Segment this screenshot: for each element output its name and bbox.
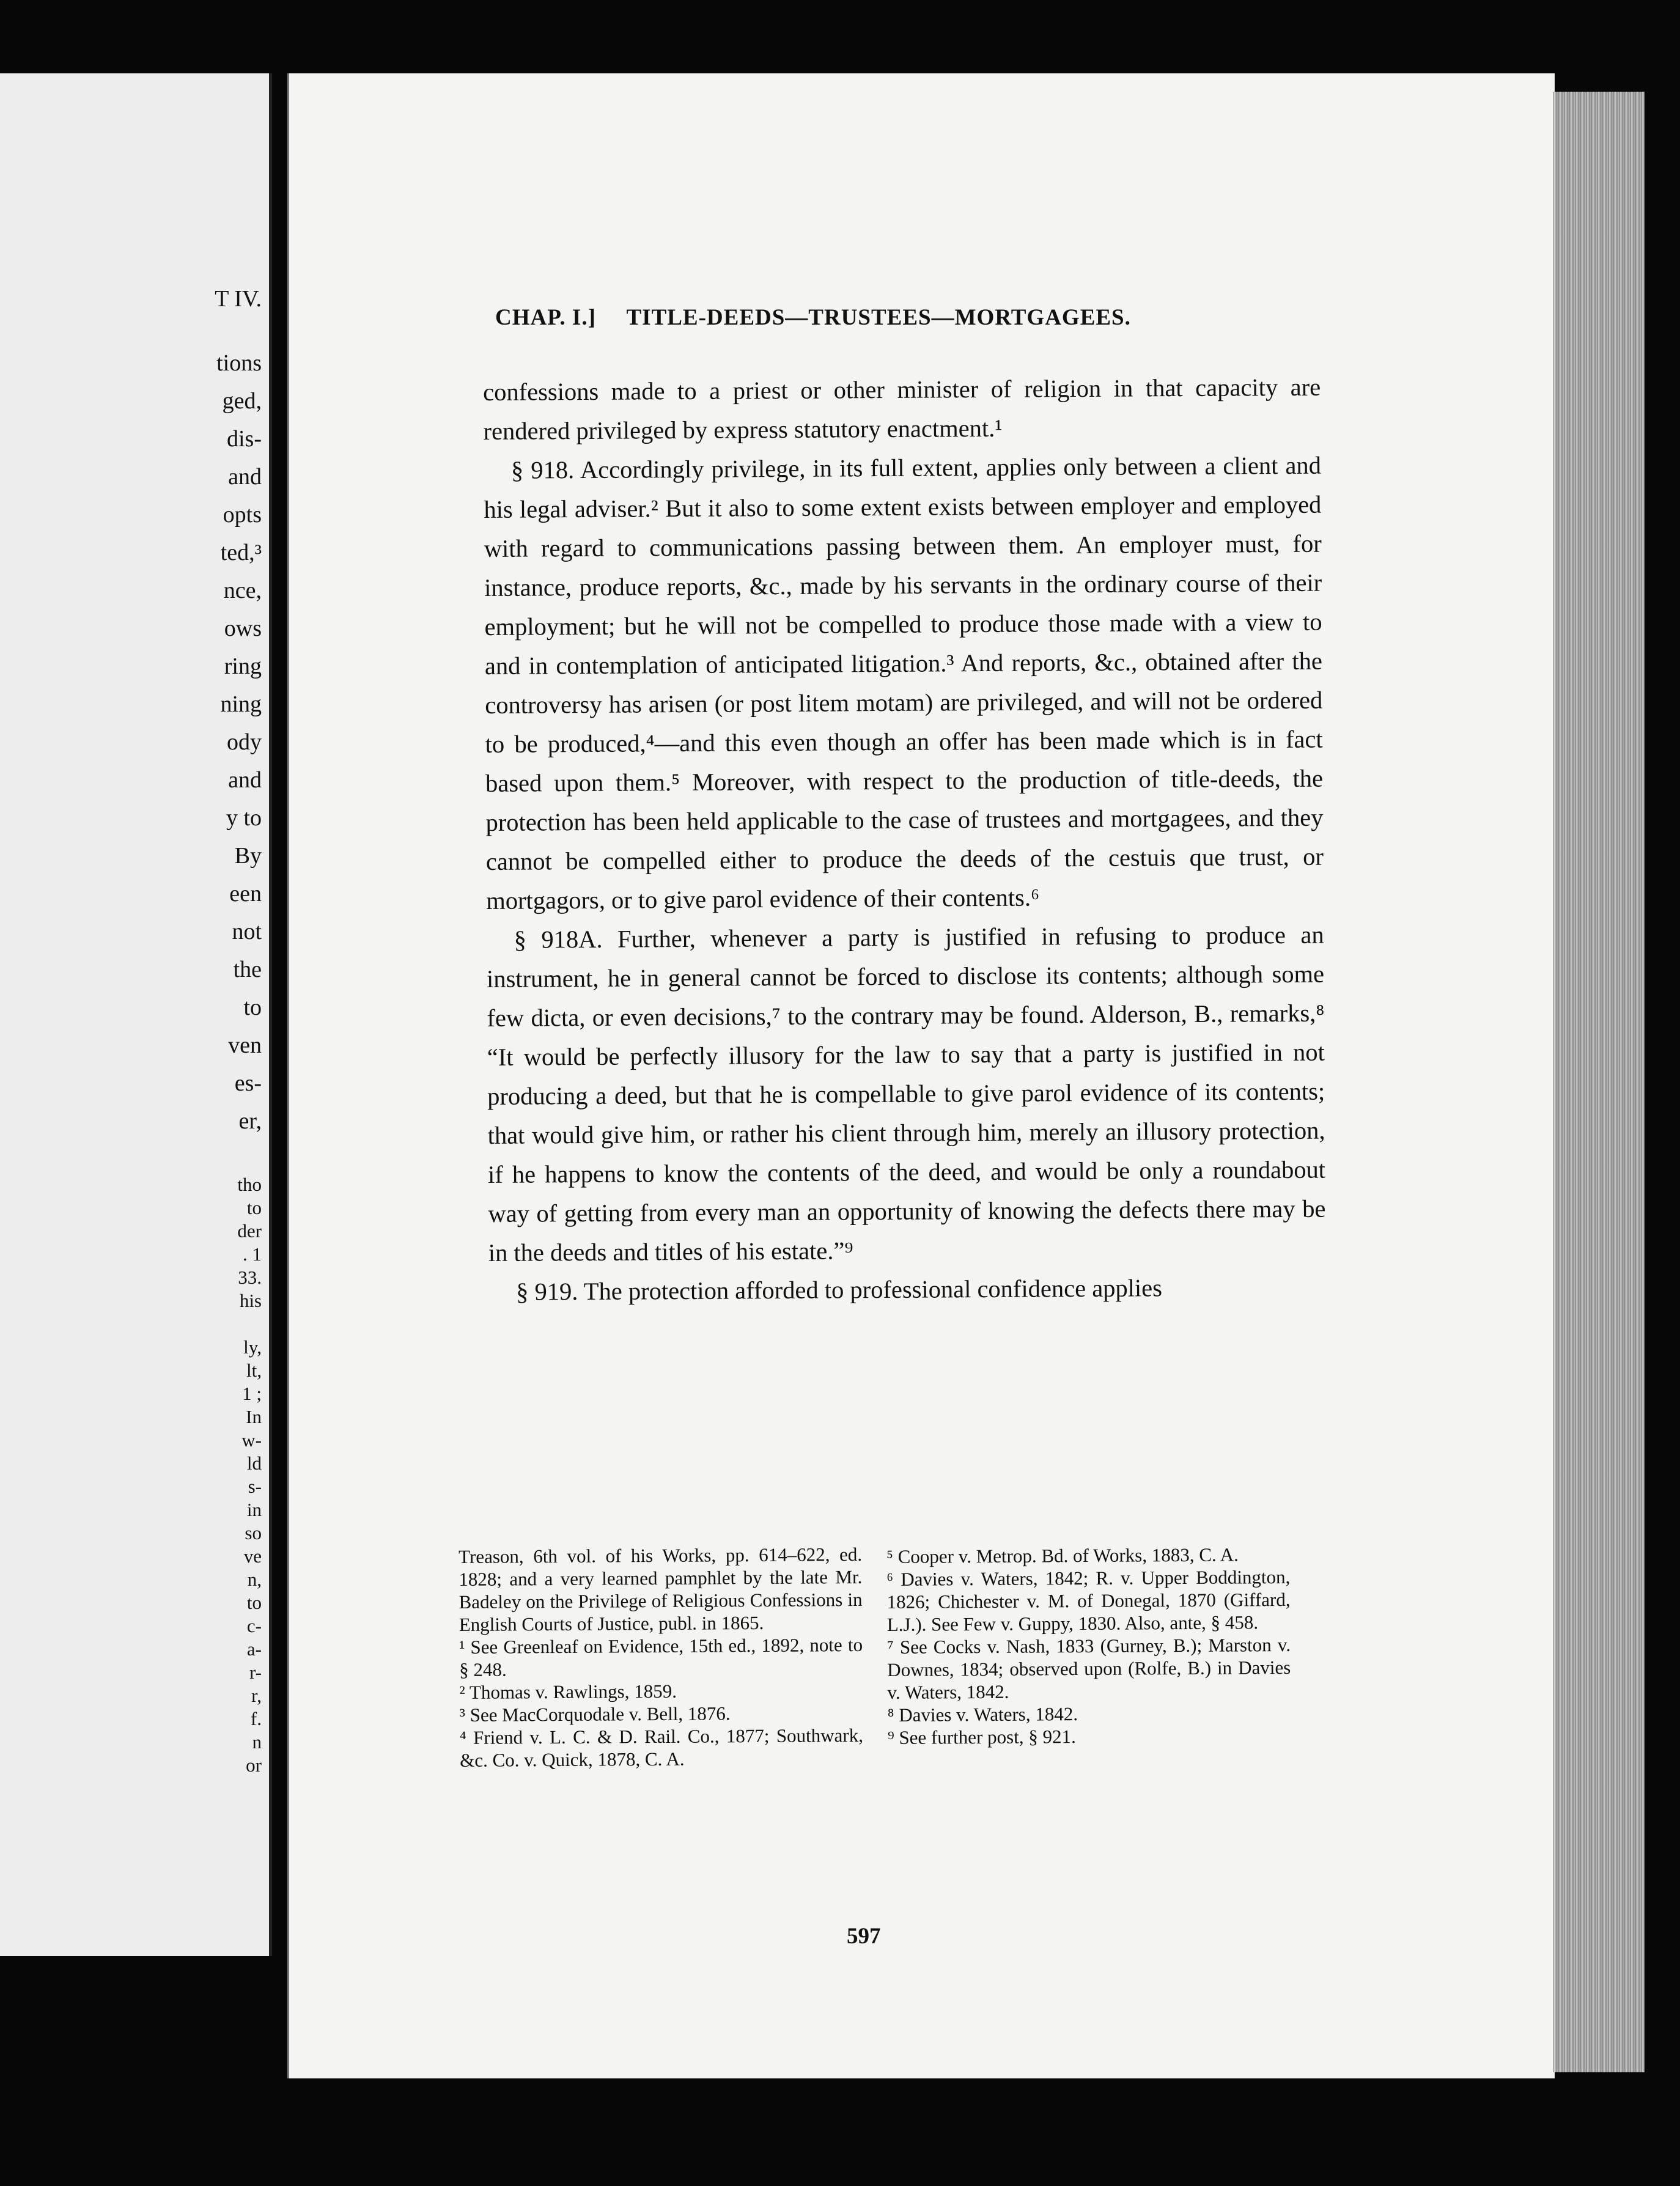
facing-page-line: ring: [224, 653, 262, 679]
facing-page-line: f.: [250, 1708, 262, 1729]
facing-page: [0, 73, 272, 1956]
body-text: [483, 368, 1326, 1312]
facing-page-line: opts: [223, 502, 262, 528]
facing-page-line: ody: [227, 729, 262, 755]
facing-page-line: the: [233, 957, 262, 982]
facing-page-line: . 1: [243, 1243, 262, 1265]
paragraph-918a: § 918A. Further, whenever a party is justified in refusing to produce an instrument, he in general cannot be forced to disclose its contents; although some few dicta, or even decisions,⁷ to the contrary may be found. Alderson, B., remarks,⁸ “It would be perfectly illusory for the law to say that a party is justified in not producing a deed, but that he is compellable to give parol evidence of its contents; that would give him, or rather his client through him, merely an illusory protection, if he happens to know the contents of the deed, and would be only a roundabout way of getting from every man an opportunity of knowing the defects there may be in the deeds and titles of his estate.”⁹: [486, 921, 1326, 1267]
facing-page-line: his: [239, 1290, 262, 1311]
facing-page-line: to: [246, 1197, 262, 1218]
facing-page-line: ning: [220, 691, 262, 717]
facing-page-line: r,: [251, 1685, 262, 1706]
facing-page-line: w-: [241, 1429, 262, 1451]
footnote: ⁷ See Cocks v. Nash, 1833 (Gurney, B.); Marston v. Downes, 1834; observed upon (Rolfe, B.) in Davies v. Waters, 1842.: [886, 1633, 1291, 1703]
facing-page-line: ld: [246, 1452, 262, 1474]
facing-page-line: ven: [228, 1032, 262, 1058]
facing-page-line: In: [246, 1406, 262, 1427]
facing-page-line: r-: [249, 1662, 262, 1683]
facing-page-line: nce,: [223, 578, 262, 603]
facing-page-line: der: [237, 1220, 262, 1242]
facing-page-line: tions: [216, 350, 262, 376]
facing-page-line: n,: [247, 1569, 262, 1590]
footnote: ⁶ Davies v. Waters, 1842; R. v. Upper Boddington, 1826; Chichester v. M. of Donegal, 1870 (Giffard, L.J.). See Few v. Guppy, 1830. Also, ante, § 458.: [886, 1566, 1291, 1635]
facing-page-line: ve: [243, 1545, 262, 1567]
facing-page-line: es-: [234, 1070, 262, 1096]
facing-page-line: s-: [248, 1476, 262, 1497]
facing-page-line: By: [234, 843, 262, 869]
footnote: ⁸ Davies v. Waters, 1842.: [887, 1703, 1078, 1726]
facing-page-line: and: [228, 464, 262, 490]
facing-page-line: 1 ;: [242, 1383, 262, 1404]
facing-page-line: or: [246, 1754, 262, 1776]
facing-page-line: er,: [238, 1108, 262, 1134]
footnote: ⁹ See further post, § 921.: [887, 1726, 1076, 1748]
chapter-label: CHAP. I.]: [495, 305, 596, 330]
running-head: [495, 304, 1204, 331]
footnote: ³ See MacCorquodale v. Bell, 1876.: [459, 1702, 731, 1726]
facing-page-line: T IV.: [215, 286, 262, 312]
facing-page-line: 33.: [238, 1267, 262, 1288]
facing-page-line: lt,: [246, 1360, 262, 1381]
footnotes-right: [886, 1543, 1291, 1749]
facing-page-line: ows: [224, 616, 262, 641]
footnote: Treason, 6th vol. of his Works, pp. 614–622, ed. 1828; and a very learned pamphlet by the late Mr. Badeley on the Privilege of Religious Confessions in English Courts of Justice, publ. in 1865.: [459, 1543, 863, 1635]
facing-page-line: ged,: [222, 388, 262, 414]
footnote: ⁵ Cooper v. Metrop. Bd. of Works, 1883, C. A.: [886, 1544, 1239, 1567]
facing-page-line: to: [246, 1592, 262, 1613]
footnote: ¹ See Greenleaf on Evidence, 15th ed., 1892, note to § 248.: [459, 1633, 863, 1680]
facing-page-line: y to: [226, 805, 262, 831]
paragraph-1: confessions made to a priest or other minister of religion in that capacity are rendered privileged by express statutory enactment.¹: [483, 373, 1321, 445]
facing-page-line: not: [232, 919, 262, 944]
footnote: ² Thomas v. Rawlings, 1859.: [459, 1680, 677, 1703]
page-edge: [1553, 92, 1645, 2072]
facing-page-line: tho: [237, 1174, 262, 1195]
paragraph-919: § 919. The protection afforded to professional confidence applies: [516, 1274, 1163, 1306]
facing-page-line: n: [252, 1731, 262, 1753]
facing-page-line: ted,³: [220, 540, 262, 565]
chapter-title: TITLE-DEEDS—TRUSTEES—MORTGAGEES.: [626, 305, 1131, 330]
facing-page-line: c-: [246, 1615, 262, 1636]
facing-page-line: and: [228, 767, 262, 793]
paragraph-918: § 918. Accordingly privilege, in its full extent, applies only between a client and his legal adviser.² But it also to some extent exists between employer and employed with regard to communications passing between them. An employer must, for instance, produce reports, &c., made by his servants in the ordinary course of their employment; but he will not be compelled to produce those made with a view to and in contemplation of anticipated litigation.³ And reports, &c., obtained after the controversy has arisen (or post litem motam) are privileged, and will not be ordered to be produced,⁴—and this even though an offer has been made which is in fact based upon them.⁵ Moreover, with respect to the production of title-deeds, the protection has been held applicable to the case of trustees and mortgagees, and they cannot be compelled either to produce the deeds of the cestuis que trust, or mortgagors, or to give parol evidence of their contents.⁶: [484, 451, 1324, 915]
facing-page-line: ly,: [243, 1336, 262, 1358]
page-number: 597: [847, 1924, 881, 1949]
facing-page-line: a-: [246, 1638, 262, 1660]
facing-page-line: to: [243, 995, 262, 1020]
facing-page-line: in: [246, 1499, 262, 1520]
footnotes-left: [459, 1543, 863, 1772]
facing-page-line: een: [229, 881, 262, 907]
facing-page-line: so: [245, 1522, 262, 1544]
facing-page-line: dis-: [227, 426, 262, 452]
footnote: ⁴ Friend v. L. C. & D. Rail. Co., 1877; Southwark, &c. Co. v. Quick, 1878, C. A.: [459, 1724, 864, 1771]
